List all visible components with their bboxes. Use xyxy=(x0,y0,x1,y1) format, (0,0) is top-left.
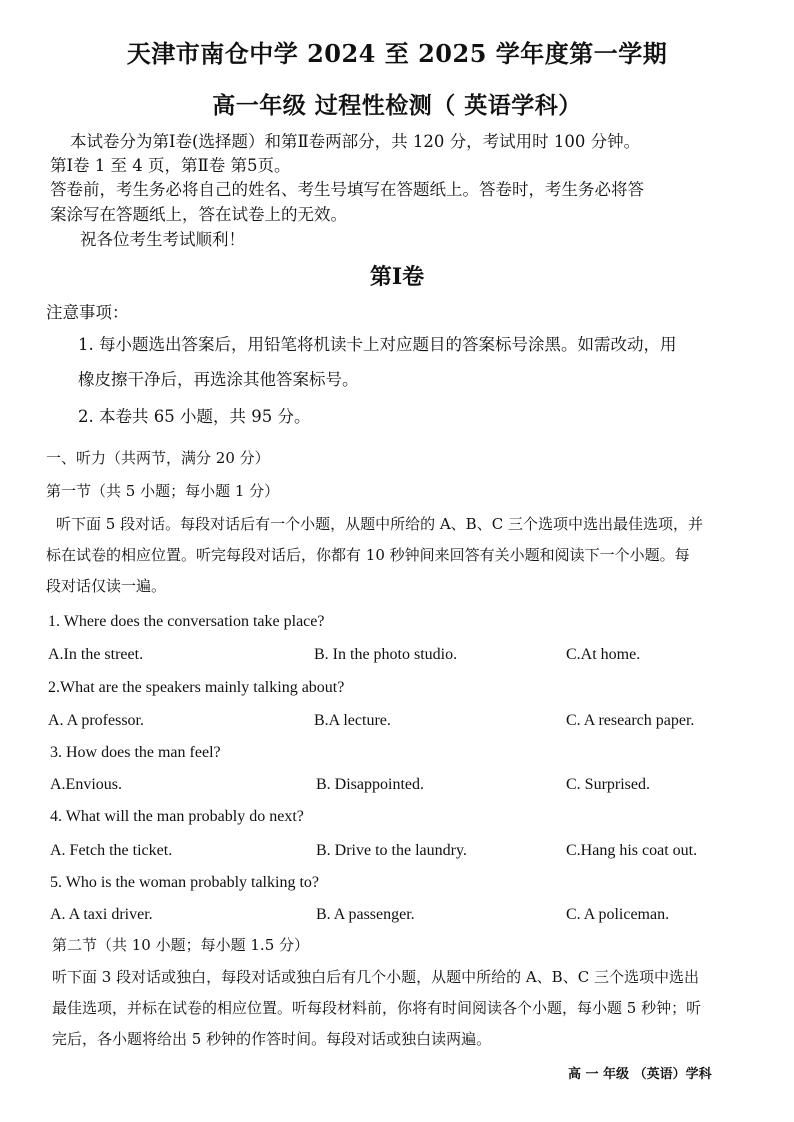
intro-line-2: 第Ⅰ卷 1 至 4 页，第Ⅱ卷 第5页。 xyxy=(50,156,291,175)
question-1: 1. Where does the conversation take place? xyxy=(48,613,325,630)
part-1-instruction-line-3: 段对话仅读一遍。 xyxy=(46,577,167,595)
section-1-title: 一、听力（共两节，满分 20 分） xyxy=(46,449,270,467)
part-1-instruction-line-1: 听下面 5 段对话。每段对话后有一个小题，从题中所给的 A、B、C 三个选项中选出最佳选项，并 xyxy=(56,515,703,533)
part-1-instruction-line-2: 标在试卷的相应位置。听完每段对话后，你都有 10 秒钟间来回答有关小题和阅读下一个小题。每 xyxy=(46,546,690,564)
intro-line-3: 答卷前，考生务必将自己的姓名、考生号填写在答题纸上。答卷时，考生务必将答 xyxy=(50,180,644,199)
page-footer: 高 一 年级 （英语）学科 xyxy=(568,1067,712,1082)
notes-title: 注意事项： xyxy=(46,303,129,322)
question-4-option-c: C.Hang his coat out. xyxy=(566,842,698,859)
exam-subtitle: 高一年级 过程性检测（ 英语学科） xyxy=(212,92,582,119)
question-5-option-c: C. A policeman. xyxy=(566,906,670,923)
question-4-option-a: A. Fetch the ticket. xyxy=(50,842,173,859)
question-2-option-b: B.A lecture. xyxy=(314,712,391,729)
part-2-title: 第二节（共 10 小题；每小题 1.5 分） xyxy=(52,936,310,954)
volume-title: 第Ⅰ卷 xyxy=(369,264,425,290)
intro-line-4: 案涂写在答题纸上，答在试卷上的无效。 xyxy=(50,205,347,224)
part-2-instruction-line-3: 完后，各小题将给出 5 秒钟的作答时间。每段对话或独白读两遍。 xyxy=(52,1030,492,1048)
question-5-option-b: B. A passenger. xyxy=(316,906,415,923)
question-1-option-c: C.At home. xyxy=(566,646,641,663)
notes-item-1-line-2: 橡皮擦干净后，再选涂其他答案标号。 xyxy=(78,370,359,389)
question-1-option-a: A.In the street. xyxy=(48,646,144,663)
question-5-option-a: A. A taxi driver. xyxy=(50,906,153,923)
notes-item-2: 2. 本卷共 65 小题，共 95 分。 xyxy=(78,407,311,426)
question-2: 2.What are the speakers mainly talking about? xyxy=(48,679,345,696)
notes-item-1-line-1: 1. 每小题选出答案后，用铅笔将机读卡上对应题目的答案标号涂黑。如需改动，用 xyxy=(78,335,677,354)
part-2-instruction-line-2: 最佳选项，并标在试卷的相应位置。听每段材料前，你将有时间阅读各个小题，每小题 5 秒钟；听 xyxy=(52,999,702,1017)
intro-line-1: 本试卷分为第Ⅰ卷(选择题）和第Ⅱ卷两部分，共 120 分，考试用时 100 分钟。 xyxy=(70,132,641,151)
question-3: 3. How does the man feel? xyxy=(50,744,221,761)
question-3-option-a: A.Envious. xyxy=(50,776,122,793)
part-2-instruction-line-1: 听下面 3 段对话或独白，每段对话或独白后有几个小题，从题中所给的 A、B、C 三个选项中选出 xyxy=(52,968,699,986)
question-4: 4. What will the man probably do next? xyxy=(50,808,304,825)
question-3-option-c: C. Surprised. xyxy=(566,776,650,793)
question-2-option-c: C. A research paper. xyxy=(566,712,695,729)
question-5: 5. Who is the woman probably talking to? xyxy=(50,874,319,891)
part-1-title: 第一节（共 5 小题；每小题 1 分） xyxy=(46,482,280,500)
question-1-option-b: B. In the photo studio. xyxy=(314,646,458,663)
question-3-option-b: B. Disappointed. xyxy=(316,776,424,793)
question-2-option-a: A. A professor. xyxy=(48,712,144,729)
exam-title: 天津市南仓中学 2024 至 2025 学年度第一学期 xyxy=(126,39,668,68)
intro-line-5: 祝各位考生考试顺利！ xyxy=(80,230,245,249)
question-4-option-b: B. Drive to the laundry. xyxy=(316,842,467,859)
